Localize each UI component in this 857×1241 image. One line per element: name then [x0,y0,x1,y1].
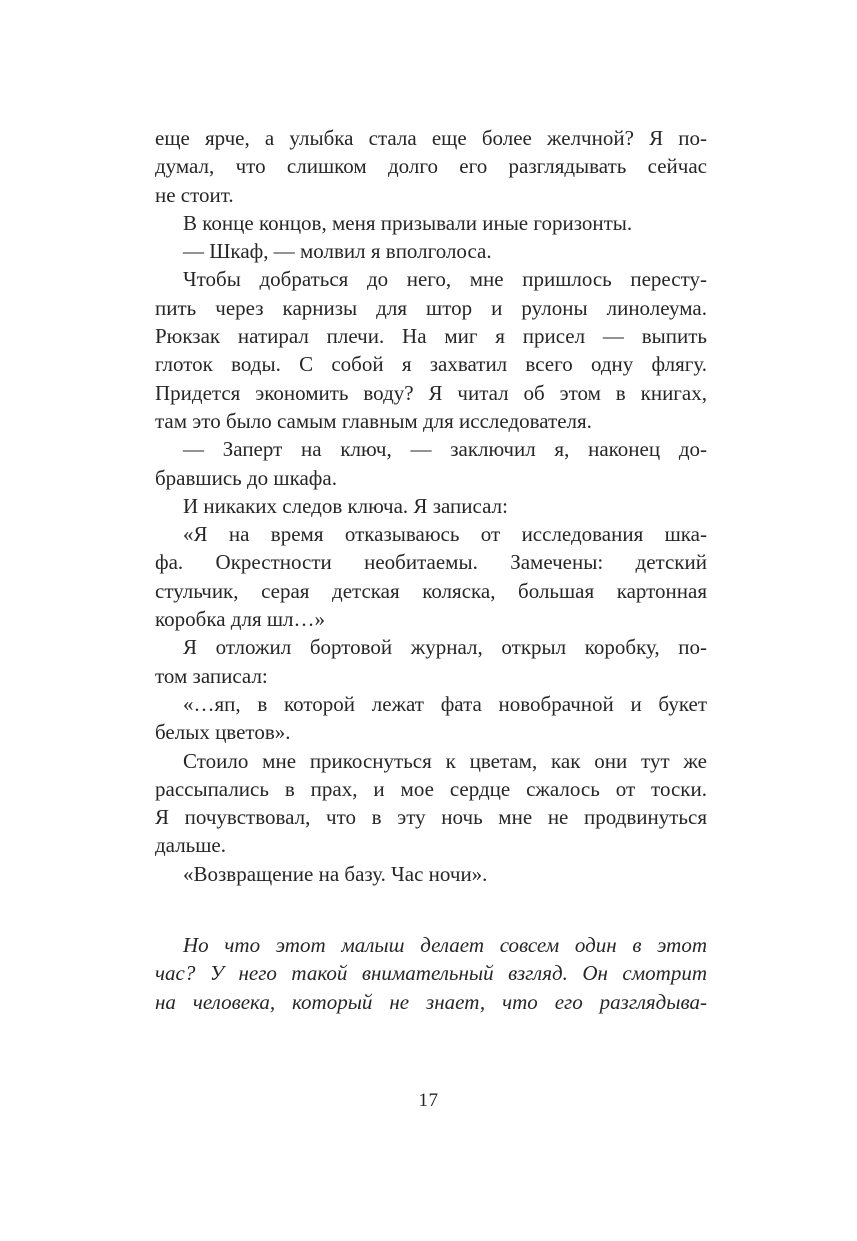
text-line: там это было самым главным для исследователя. [155,408,592,433]
paragraph [155,931,707,1016]
paragraph [155,265,707,435]
text-line: Чтобы добраться до него, мне пришлось пересту- [183,267,707,292]
text-line: «…яп, в которой лежат фата новобрачной и букет [183,691,707,716]
text-line: еще ярче, а улыбка стала еще более желчной? Я по- [155,126,707,150]
text-line: фа. Окрестности необитаемы. Замечены: детский [155,550,707,575]
text-line: В конце концов, меня призывали иные горизонты. [183,210,633,235]
text-line: Но что этот малыш делает совсем один в этот [183,933,707,958]
paragraph [155,124,707,209]
paragraph [155,492,707,520]
text-line: не стоит. [155,182,234,207]
text-line: на человека, который не знает, что его разглядыва- [155,989,707,1014]
paragraph [155,633,707,690]
paragraph [155,520,707,633]
text-line: глоток воды. С собой я захватил всего одну флягу. [155,352,707,377]
text-line: И никаких следов ключа. Я записал: [183,493,508,518]
text-line: коробка для шл…» [155,607,325,632]
text-line: час? У него такой внимательный взгляд. Он смотрит [155,961,707,986]
text-line: «Я на время отказываюсь от исследования шка- [183,522,707,547]
text-line: «Возвращение на базу. Час ночи». [183,861,488,886]
text-line: бравшись до шкафа. [155,465,337,490]
text-line: рассыпались в прах, и мое сердце сжалось от тоски. [155,776,707,801]
text-line: думал, что слишком долго его разглядывать сейчас [155,154,707,179]
paragraph [155,690,707,747]
text-line: Придется экономить воду? Я читал об этом в книгах, [155,380,707,405]
paragraph [155,209,707,237]
text-line: дальше. [155,833,226,858]
paragraph [155,747,707,860]
text-line: белых цветов». [155,720,291,745]
text-line: — Заперт на ключ, — заключил я, наконец до- [183,437,707,462]
text-line: — Шкаф, — молвил я вполголоса. [183,239,492,264]
text-line: Я отложил бортовой журнал, открыл коробку, по- [183,635,707,660]
paragraph [155,860,707,888]
page-number: 17 [418,1090,439,1111]
page-text [155,124,707,1016]
paragraph [155,237,707,265]
text-line: том записал: [155,663,268,688]
text-line: Рюкзак натирал плечи. На миг я присел — выпить [155,324,707,349]
text-line: Я почувствовал, что в эту ночь мне не продвинуться [155,805,707,830]
text-line: пить через карнизы для штор и рулоны линолеума. [155,295,707,320]
text-line: Стоило мне прикоснуться к цветам, как они тут же [183,748,707,773]
text-line: стульчик, серая детская коляска, большая картонная [155,578,707,603]
paragraph [155,435,707,492]
